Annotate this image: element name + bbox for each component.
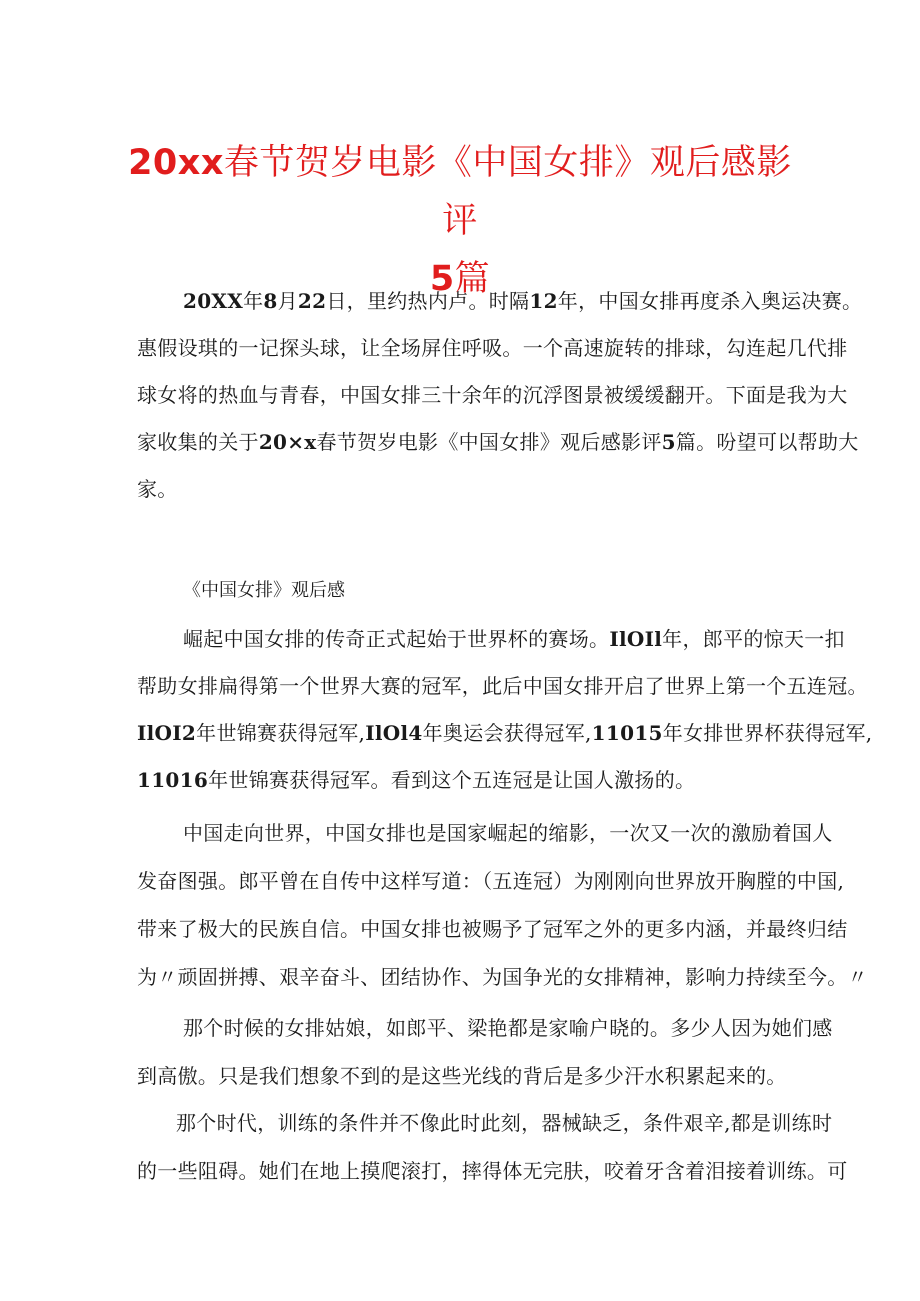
- document-title: [120, 134, 800, 308]
- p3-line-2: 到高傲。只是我们想象不到的是这些光线的背后是多少汗水积累起来的。: [137, 1064, 787, 1088]
- intro-count: 5: [661, 430, 676, 454]
- intro-line-4: [137, 427, 859, 457]
- p4-line-1: 那个时代，训练的条件并不像此时此刻，器械缺乏，条件艰辛,都是训练时: [176, 1111, 833, 1135]
- p1-line-2: 帮助女排扁得第一个世界大赛的冠军，此后中国女排开启了世界上第一个五连冠。: [137, 674, 868, 698]
- intro-text: 篇。吩望可以帮助大: [675, 430, 859, 454]
- intro-text: 年，中国女排再度杀入奥运决赛。: [557, 289, 863, 313]
- p1-year: IlOI2: [137, 721, 197, 745]
- intro-years: 12: [529, 289, 558, 313]
- section-heading: 《中国女排》观后感: [183, 580, 345, 601]
- intro-year: 20XX: [183, 289, 244, 313]
- intro-text: 家收集的关于: [137, 430, 259, 454]
- p1-year: 11015: [591, 721, 663, 745]
- intro-line-5: 家。: [137, 477, 178, 501]
- p1-year: IlOIl: [609, 627, 663, 651]
- intro-text: 月: [277, 289, 298, 313]
- p3-line-1: 那个时候的女排姑娘，如郎平、梁艳都是家喻户晓的。多少人因为她们感: [183, 1016, 833, 1040]
- intro-text: 年: [243, 289, 264, 313]
- p1-line-1: [183, 624, 845, 654]
- p2-line-1: 中国走向世界，中国女排也是国家崛起的缩影，一次又一次的激励着国人: [183, 821, 833, 845]
- p1-year: IlOl4: [365, 721, 423, 745]
- p1-line-4: [137, 765, 695, 795]
- p1-text: 年世锦赛获得冠军。看到这个五连冠是让国人激扬的。: [208, 768, 696, 792]
- title-year: 20xx: [128, 143, 224, 183]
- title-count: 5: [429, 259, 455, 299]
- p1-text: 年，郎平的惊天一扣: [662, 627, 845, 651]
- intro-line-1: [183, 286, 862, 316]
- p1-line-3: [137, 718, 872, 748]
- intro-month: 8: [263, 289, 278, 313]
- title-line-1: [120, 134, 800, 250]
- p1-text: 崛起中国女排的传奇正式起始于世界杯的赛场。: [183, 627, 610, 651]
- p2-line-2: 发奋图强。郎平曾在自传中这样写道：（五连冠）为刚刚向世界放开胸膛的中国,: [137, 869, 845, 893]
- intro-line-2: 惠假设琪的一记探头球，让全场屏住呼吸。一个高速旋转的排球，勾连起几代排: [137, 336, 848, 360]
- intro-day: 22: [297, 289, 327, 313]
- p2-line-4: 为〃顽固拼搏、艰辛奋斗、团结协作、为国争光的女排精神，影响力持续至今。〃: [137, 965, 868, 989]
- p1-text: 年奥运会获得冠军,: [422, 721, 592, 745]
- intro-text: 日，里约热内卢。时隔: [326, 289, 530, 313]
- p4-line-2: 的一些阻碍。她们在地上摸爬滚打，摔得体无完肤，咬着牙含着泪接着训练。可: [137, 1159, 848, 1183]
- intro-line-3: 球女将的热血与青春，中国女排三十余年的沉浮图景被缓缓翻开。下面是我为大: [137, 383, 848, 407]
- title-suffix: 篇: [454, 259, 491, 299]
- intro-text: 春节贺岁电影《中国女排》观后感影评: [316, 430, 662, 454]
- p1-text: 年世锦赛获得冠军,: [196, 721, 366, 745]
- p1-year: 11016: [137, 768, 209, 792]
- p1-text: 年女排世界杯获得冠军,: [662, 721, 873, 745]
- title-text: 春节贺岁电影《中国女排》观后感影评: [223, 143, 792, 241]
- intro-year: 20×x: [258, 430, 317, 454]
- p2-line-3: 带来了极大的民族自信。中国女排也被赐予了冠军之外的更多内涵，并最终归结: [137, 917, 848, 941]
